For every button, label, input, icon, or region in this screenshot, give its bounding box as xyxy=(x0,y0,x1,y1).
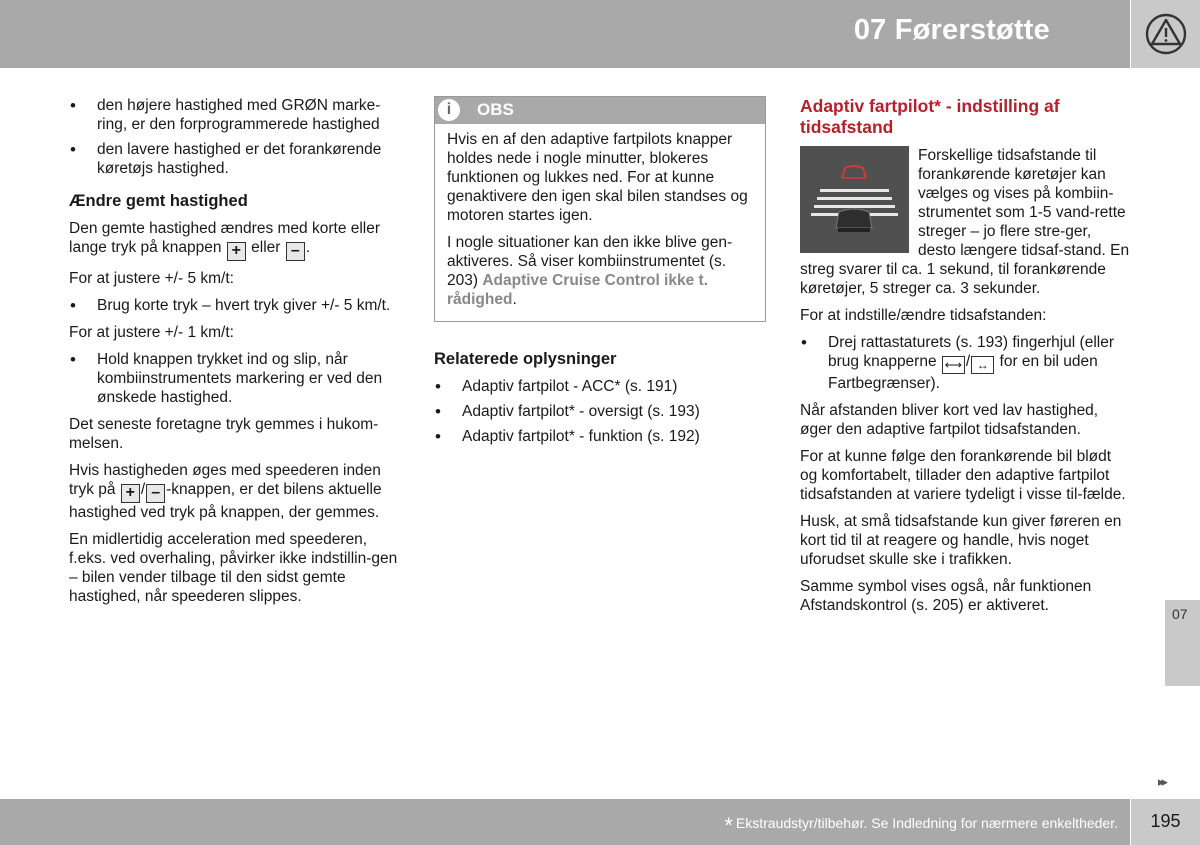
note-title: OBS xyxy=(477,100,514,119)
paragraph: Den gemte hastighed ændres med korte eller lange tryk på knappen + eller – . xyxy=(69,220,381,259)
paragraph: Samme symbol vises også, når funktionen Afstandskontrol (s. 205) er aktiveret. xyxy=(800,578,1092,614)
section-title: Adaptiv fartpilot* - indstilling af tidsafstand xyxy=(800,96,1060,137)
continue-arrows-icon: ▸▸ xyxy=(1158,774,1166,789)
list-item: • den lavere hastighed er det forankørende køretøjs hastighed. xyxy=(69,140,399,178)
paragraph: For at indstille/ændre tidsafstanden: xyxy=(800,307,1047,324)
warning-triangle-icon xyxy=(1144,13,1188,55)
chapter-side-tab[interactable] xyxy=(1165,600,1200,686)
bullet-list xyxy=(69,296,399,315)
distance-display-figure xyxy=(800,146,909,253)
page-header xyxy=(0,0,1130,68)
plus-button-icon: + xyxy=(227,242,246,261)
plus-button-icon: + xyxy=(121,484,140,503)
related-list xyxy=(434,377,766,446)
car-distance-icon xyxy=(800,146,909,253)
distance-decrease-key-icon: ↔ xyxy=(971,356,994,374)
side-tab-label: 07 xyxy=(1172,606,1188,622)
column-3 xyxy=(800,96,1132,623)
paragraph: Det seneste foretagne tryk gemmes i hukom-melsen. xyxy=(69,416,379,452)
list-item: • Brug korte tryk – hvert tryk giver +/- 5 km/t. xyxy=(69,296,399,315)
asterisk-marker: * xyxy=(724,813,733,838)
note-header xyxy=(435,97,765,124)
chapter-title: 07 Førerstøtte xyxy=(853,14,1050,46)
paragraph: For at kunne følge den forankørende bil blødt og komfortabelt, tillader den adaptive fartpilot tidsafstanden at variere tydeligt i visse til-fælde. xyxy=(800,448,1126,503)
chapter-icon-box xyxy=(1131,0,1200,68)
bullet-list xyxy=(69,350,399,407)
minus-button-icon: – xyxy=(286,242,305,261)
list-item: • Drej rattastaturets (s. 193) fingerhjul (eller brug knapperne ⟷ / ↔ for en bil uden Fartbegrænser). xyxy=(800,333,1132,393)
note-box xyxy=(434,96,766,322)
related-link[interactable]: • Adaptiv fartpilot - ACC* (s. 191) xyxy=(434,377,766,396)
bullet-list-top xyxy=(69,96,399,178)
page-number: 195 xyxy=(1131,799,1200,845)
paragraph: For at justere +/- 5 km/t: xyxy=(69,270,234,287)
distance-increase-key-icon: ⟷ xyxy=(942,356,965,374)
page-footer xyxy=(0,799,1130,845)
paragraph: I nogle situationer kan den ikke blive gen-aktiveres. Så viser kombiinstrumentet (s. 203) Adaptive Cruise Control ikke t. rådighed. xyxy=(447,234,733,308)
related-link[interactable]: • Adaptiv fartpilot* - funktion (s. 192) xyxy=(434,427,766,446)
column-1 xyxy=(69,96,399,614)
info-icon: i xyxy=(438,99,460,121)
paragraph: Hvis en af den adaptive fartpilots knapper holdes nede i nogle minutter, blokeres funktionen og lukkes ned. For at kunne genaktivere den igen skal bilen standses og motoren startes igen. xyxy=(447,131,748,224)
paragraph: Forskellige tidsafstande til forankørende køretøjer kan vælges og vises på kombiin-strumentet som 1-5 vand-rette streger – jo flere stre-ger, desto længere tidsaf-stand. En streg svarer til ca. 1 sekund, til forankørende køretøjer, 5 streger ca. 3 sekunder. xyxy=(800,147,1130,297)
column-2 xyxy=(434,96,766,454)
paragraph: Husk, at små tidsafstande kun giver føreren en kort tid til at reagere og handle, hvis noget uforudset skulle ske i trafikken. xyxy=(800,513,1122,568)
related-link[interactable]: • Adaptiv fartpilot* - oversigt (s. 193) xyxy=(434,402,766,421)
intro-block xyxy=(800,146,1132,306)
note-body xyxy=(435,124,765,321)
related-heading: Relaterede oplysninger xyxy=(434,350,617,368)
paragraph: Når afstanden bliver kort ved lav hastighed, øger den adaptive fartpilot tidsafstanden. xyxy=(800,402,1099,438)
list-item: • Hold knappen trykket ind og slip, når kombiinstrumentets markering er ved den ønskede hastighed. xyxy=(69,350,399,407)
cross-reference-link[interactable]: Adaptive Cruise Control ikke t. rådighed xyxy=(447,272,709,308)
minus-button-icon: – xyxy=(146,484,165,503)
bullet-list xyxy=(800,333,1132,393)
footer-note: * Ekstraudstyr/tilbehør. Se Indledning for nærmere enkeltheder. xyxy=(724,813,1118,838)
paragraph: Hvis hastigheden øges med speederen inden tryk på + / – -knappen, er det bilens aktuelle hastighed ved tryk på knappen, der gemmes. xyxy=(69,462,382,521)
paragraph: En midlertidig acceleration med speederen, f.eks. ved overhaling, påvirker ikke indstillin-gen – bilen vender tilbage til den sidst gemte hastighed, når speederen slippes. xyxy=(69,531,398,605)
section-heading: Ændre gemt hastighed xyxy=(69,192,248,210)
list-item: • den højere hastighed med GRØN marke-ring, er den forprogrammerede hastighed xyxy=(69,96,399,134)
paragraph: For at justere +/- 1 km/t: xyxy=(69,324,234,341)
